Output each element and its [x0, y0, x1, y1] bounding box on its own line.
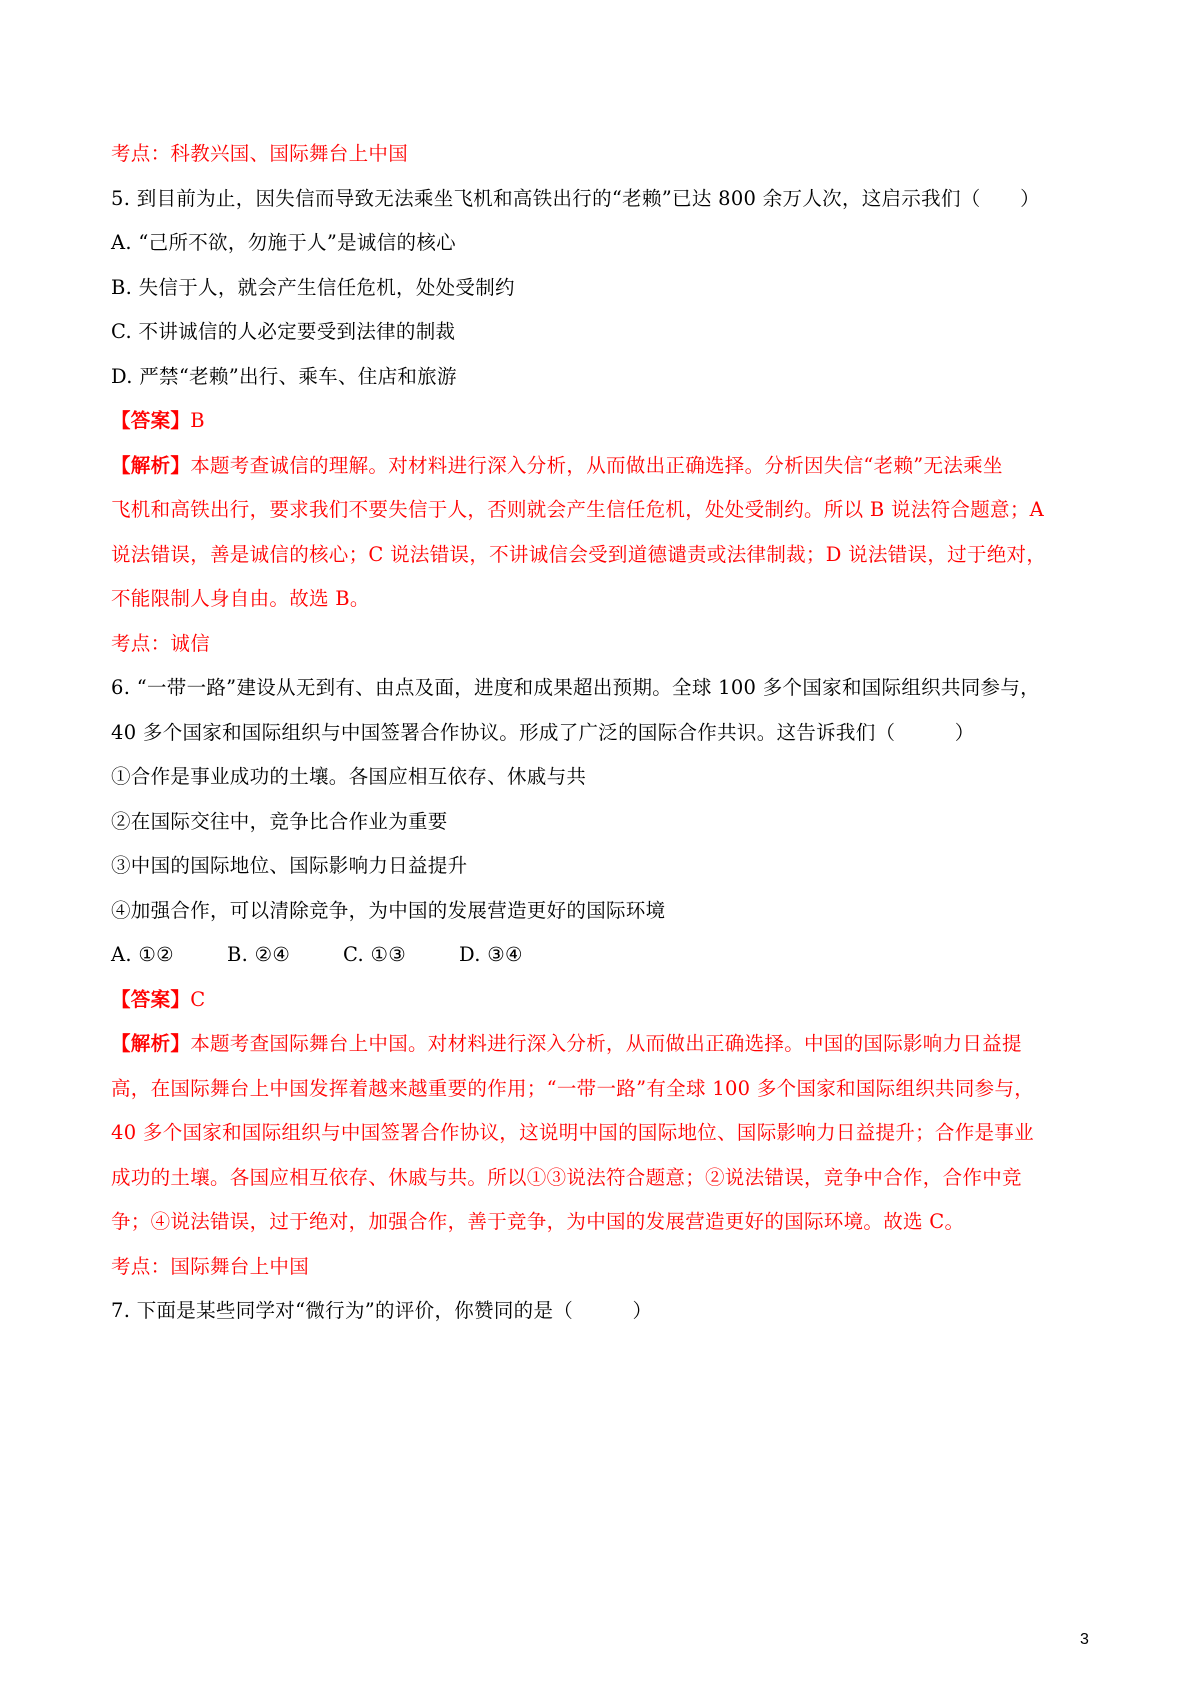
q6-analysis-label: 【解析】	[111, 1032, 191, 1055]
q6-choice-c: C. ①③	[343, 943, 407, 966]
q5-stem: 5. 到目前为止，因失信而导致无法乘坐飞机和高铁出行的“老赖”已达 800 余万人次，这启示我们（ ）	[111, 187, 1040, 210]
q6-analysis-line-2: 高，在国际舞台上中国发挥着越来越重要的作用；“一带一路”有全球 100 多个国家和国际组织共同参与，	[111, 1077, 1035, 1100]
page-number: 3	[1080, 1631, 1089, 1648]
q5-answer-label: 【答案】	[111, 409, 191, 432]
q6-statement-2: ②在国际交往中，竞争比合作业为重要	[111, 810, 448, 833]
q6-choice-d: D. ③④	[459, 943, 523, 966]
q6-stem-line-1: 6. “一带一路”建设从无到有、由点及面，进度和成果超出预期。全球 100 多个国家和国际组织共同参与，	[111, 676, 1040, 699]
q6-kaodian: 考点：国际舞台上中国	[111, 1255, 310, 1278]
kaodian-prev: 考点：科教兴国、国际舞台上中国	[111, 142, 409, 165]
q5-analysis-label: 【解析】	[111, 454, 191, 477]
q5-analysis-line-2: 飞机和高铁出行，要求我们不要失信于人，否则就会产生信任危机，处处受制约。所以 B 说法符合题意；A	[111, 498, 1045, 521]
q6-statement-3: ③中国的国际地位、国际影响力日益提升	[111, 854, 468, 877]
q5-option-b: B. 失信于人，就会产生信任危机，处处受制约	[111, 276, 515, 299]
q5-analysis-line-1	[111, 453, 1003, 479]
q5-answer-value: B	[190, 409, 205, 432]
q5-kaodian: 考点：诚信	[111, 632, 211, 655]
q6-answer-value: C	[190, 988, 206, 1011]
q6-analysis-line-4: 成功的土壤。各国应相互依存、休戚与共。所以①③说法符合题意；②说法错误，竞争中合作，合作中竞	[111, 1166, 1022, 1189]
q6-choices	[111, 942, 523, 968]
q6-analysis-line-1	[111, 1031, 1022, 1057]
q5-option-c: C. 不讲诚信的人必定要受到法律的制裁	[111, 320, 456, 343]
q6-answer	[111, 987, 205, 1013]
q6-analysis-line-5: 争；④说法错误，过于绝对，加强合作，善于竞争，为中国的发展营造更好的国际环境。故选 C。	[111, 1210, 965, 1233]
q6-statement-4: ④加强合作，可以清除竞争，为中国的发展营造更好的国际环境	[111, 899, 666, 922]
q6-analysis-text-1: 本题考查国际舞台上中国。对材料进行深入分析，从而做出正确选择。中国的国际影响力日益提	[190, 1032, 1022, 1055]
q5-option-d: D. 严禁“老赖”出行、乘车、住店和旅游	[111, 365, 457, 388]
q6-statement-1: ①合作是事业成功的土壤。各国应相互依存、休戚与共	[111, 765, 587, 788]
q6-analysis-line-3: 40 多个国家和国际组织与中国签署合作协议，这说明中国的国际地位、国际影响力日益提升；合作是事业	[111, 1121, 1034, 1144]
q6-choice-b: B. ②④	[227, 943, 291, 966]
q5-analysis-line-3: 说法错误，善是诚信的核心；C 说法错误，不讲诚信会受到道德谴责或法律制裁；D 说法错误，过于绝对，	[111, 543, 1047, 566]
q5-analysis-text-1: 本题考查诚信的理解。对材料进行深入分析，从而做出正确选择。分析因失信“老赖”无法乘坐	[190, 454, 1003, 477]
q5-answer	[111, 408, 205, 434]
q6-choice-a: A. ①②	[111, 943, 174, 966]
q5-option-a: A. “己所不欲，勿施于人”是诚信的核心	[111, 231, 456, 254]
q6-answer-label: 【答案】	[111, 988, 191, 1011]
q5-analysis-line-4: 不能限制人身自由。故选 B。	[111, 587, 370, 610]
q7-stem: 7. 下面是某些同学对“微行为”的评价，你赞同的是（ ）	[111, 1299, 653, 1322]
q6-stem-line-2: 40 多个国家和国际组织与中国签署合作协议。形成了广泛的国际合作共识。这告诉我们（ ）	[111, 721, 975, 744]
